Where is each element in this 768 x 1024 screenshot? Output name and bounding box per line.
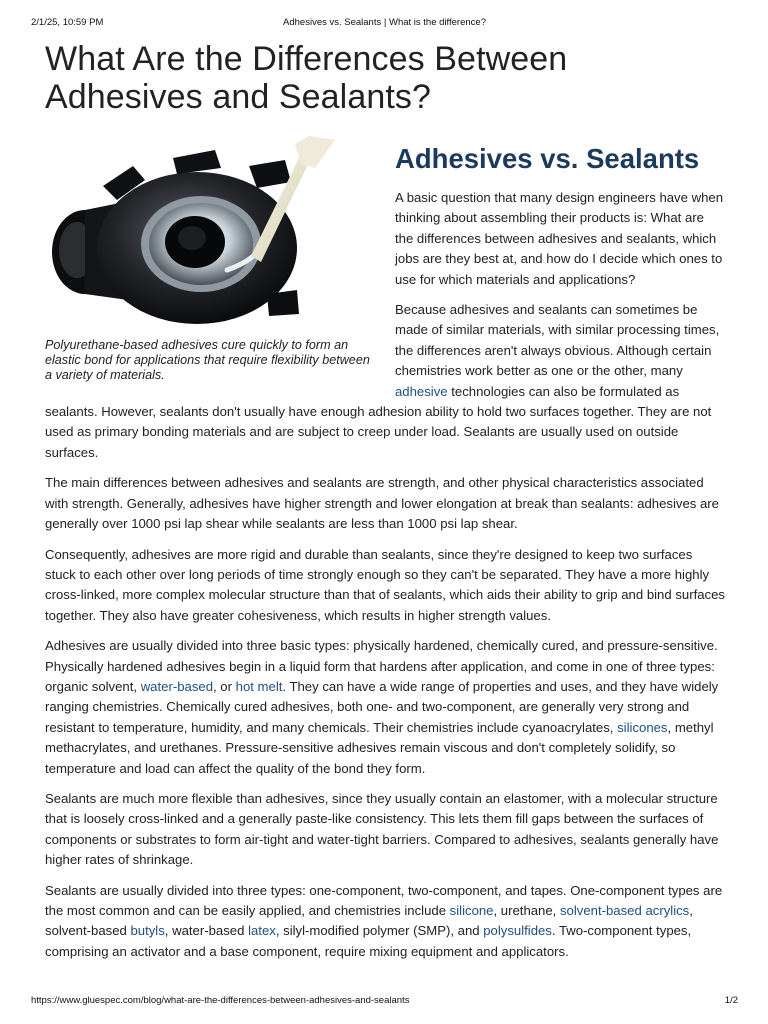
text-span: , solvent-based bbox=[45, 903, 693, 939]
solvent-based-acrylics-link[interactable]: solvent-based acrylics bbox=[559, 903, 690, 918]
text-span: , or bbox=[213, 678, 236, 694]
paragraph-sealant-types bbox=[45, 881, 725, 963]
hot-melt-link[interactable]: hot melt bbox=[235, 678, 283, 694]
silicones-link[interactable]: silicones bbox=[617, 719, 668, 735]
polysulfides-link[interactable]: polysulfides bbox=[483, 923, 552, 939]
water-based-link[interactable]: water-based bbox=[140, 678, 213, 694]
print-page-title: Adhesives vs. Sealants | What is the difference? bbox=[283, 17, 486, 28]
article-figure bbox=[45, 134, 381, 383]
article-content bbox=[45, 40, 725, 972]
text-span: . They can have a wide range of properties and uses, and they have widely ranging chemistries. Chemically cured adhesives, both one- and two-component, are generally very strong and resistant to temperature, humidity, and many chemicals. Their chemistries include cyanoacrylates, bbox=[45, 678, 719, 735]
butyls-link[interactable]: butyls bbox=[130, 923, 165, 939]
adhesive-applied-to-black-rubber-part-image bbox=[45, 134, 381, 324]
page-counter: 1/2 bbox=[724, 995, 738, 1006]
text-span: Sealants are usually divided into three types: one-component, two-component, and tapes. One-component types are the most common and can be easily applied, and chemistries include bbox=[45, 882, 723, 918]
text-span: , water-based bbox=[164, 923, 249, 939]
print-header bbox=[31, 17, 738, 29]
heading-sealants: Sealants bbox=[586, 143, 700, 174]
text-span: , silyl-modified polymer (SMP), and bbox=[275, 923, 484, 939]
text-span: , urethane, bbox=[493, 903, 560, 918]
paragraph-strength: The main differences between adhesives and sealants are strength, and other physical characteristics associated with strength. Generally, adhesives have higher strength and lower elongation at break than sealants: adhesives are generally over 1000 psi lap shear while sealants are less than 1000 psi lap shear. bbox=[45, 475, 719, 532]
print-footer bbox=[31, 995, 738, 1007]
text-span: technologies can also be formulated as sealants. However, sealants don't usually have enough adhesion ability to hold two surfaces together. They are not used as primary bonding materials and are subject to creep under load. Sealants are usually used on outside surfaces. bbox=[45, 383, 712, 460]
paragraph-rigidity: Consequently, adhesives are more rigid and durable than sealants, since they're designed to keep two surfaces stuck to each other over long periods of time strongly enough so they can't be separated. They have a more highly cross-linked, more complex molecular structure than that of sealants, which aids their ability to grip and bind surfaces together. They also have greater cohesiveness, which results in higher strength values. bbox=[45, 546, 725, 623]
print-url: https://www.gluespec.com/blog/what-are-the-differences-between-adhesives-and-sealants bbox=[31, 995, 410, 1006]
text-span: Because adhesives and sealants can sometimes be made of similar materials, with similar processing times, the differences aren't always obvious. Although certain chemistries work better as one or the other, many bbox=[395, 302, 720, 379]
figure-caption: Polyurethane-based adhesives cure quickly to form an elastic bond for applications that require flexibility between a variety of materials. bbox=[45, 338, 370, 382]
heading-vs: vs. bbox=[532, 143, 587, 174]
text-span: Adhesives are usually divided into three basic types: physically hardened, chemically cured, and pressure-sensitive. Physically hardened adhesives begin in a liquid form that hardens after application, and come in one of three types: organic solvent, bbox=[45, 638, 718, 694]
silicone-link[interactable]: silicone bbox=[449, 903, 494, 918]
text-span: , methyl methacrylates, and urethanes. Pressure-sensitive adhesives remain viscous and don't completely solidify, so temperature and load can affect the quality of the bond they form. bbox=[45, 719, 714, 776]
article-title: What Are the Differences Between Adhesives and Sealants? bbox=[45, 40, 568, 116]
paragraph-sealant-flexibility: Sealants are much more flexible than adhesives, since they usually contain an elastomer, with a molecular structure that is loosely cross-linked and a generally paste-like consistency. This lets them fill gaps between the surfaces of components or substrates to form air-tight and water-tight barriers. Compared to adhesives, sealants generally have higher rates of shrinkage. bbox=[45, 790, 719, 868]
paragraph-intro: A basic question that many design engineers have when thinking about assembling their products is: What are the differences between adhesives and sealants, which jobs are they best at, and how do I decide which ones to use for which materials and applications? bbox=[395, 190, 724, 287]
adhesive-link[interactable]: adhesive bbox=[395, 383, 448, 399]
paragraph-adhesive-types bbox=[45, 636, 725, 779]
heading-adhesives: Adhesives bbox=[395, 143, 533, 174]
latex-link[interactable]: latex bbox=[248, 923, 276, 939]
text-span: . Two-component types, comprising an activator and a base component, require mixing equipment and applicators. bbox=[45, 923, 692, 959]
print-date: 2/1/25, 10:59 PM bbox=[31, 17, 104, 28]
